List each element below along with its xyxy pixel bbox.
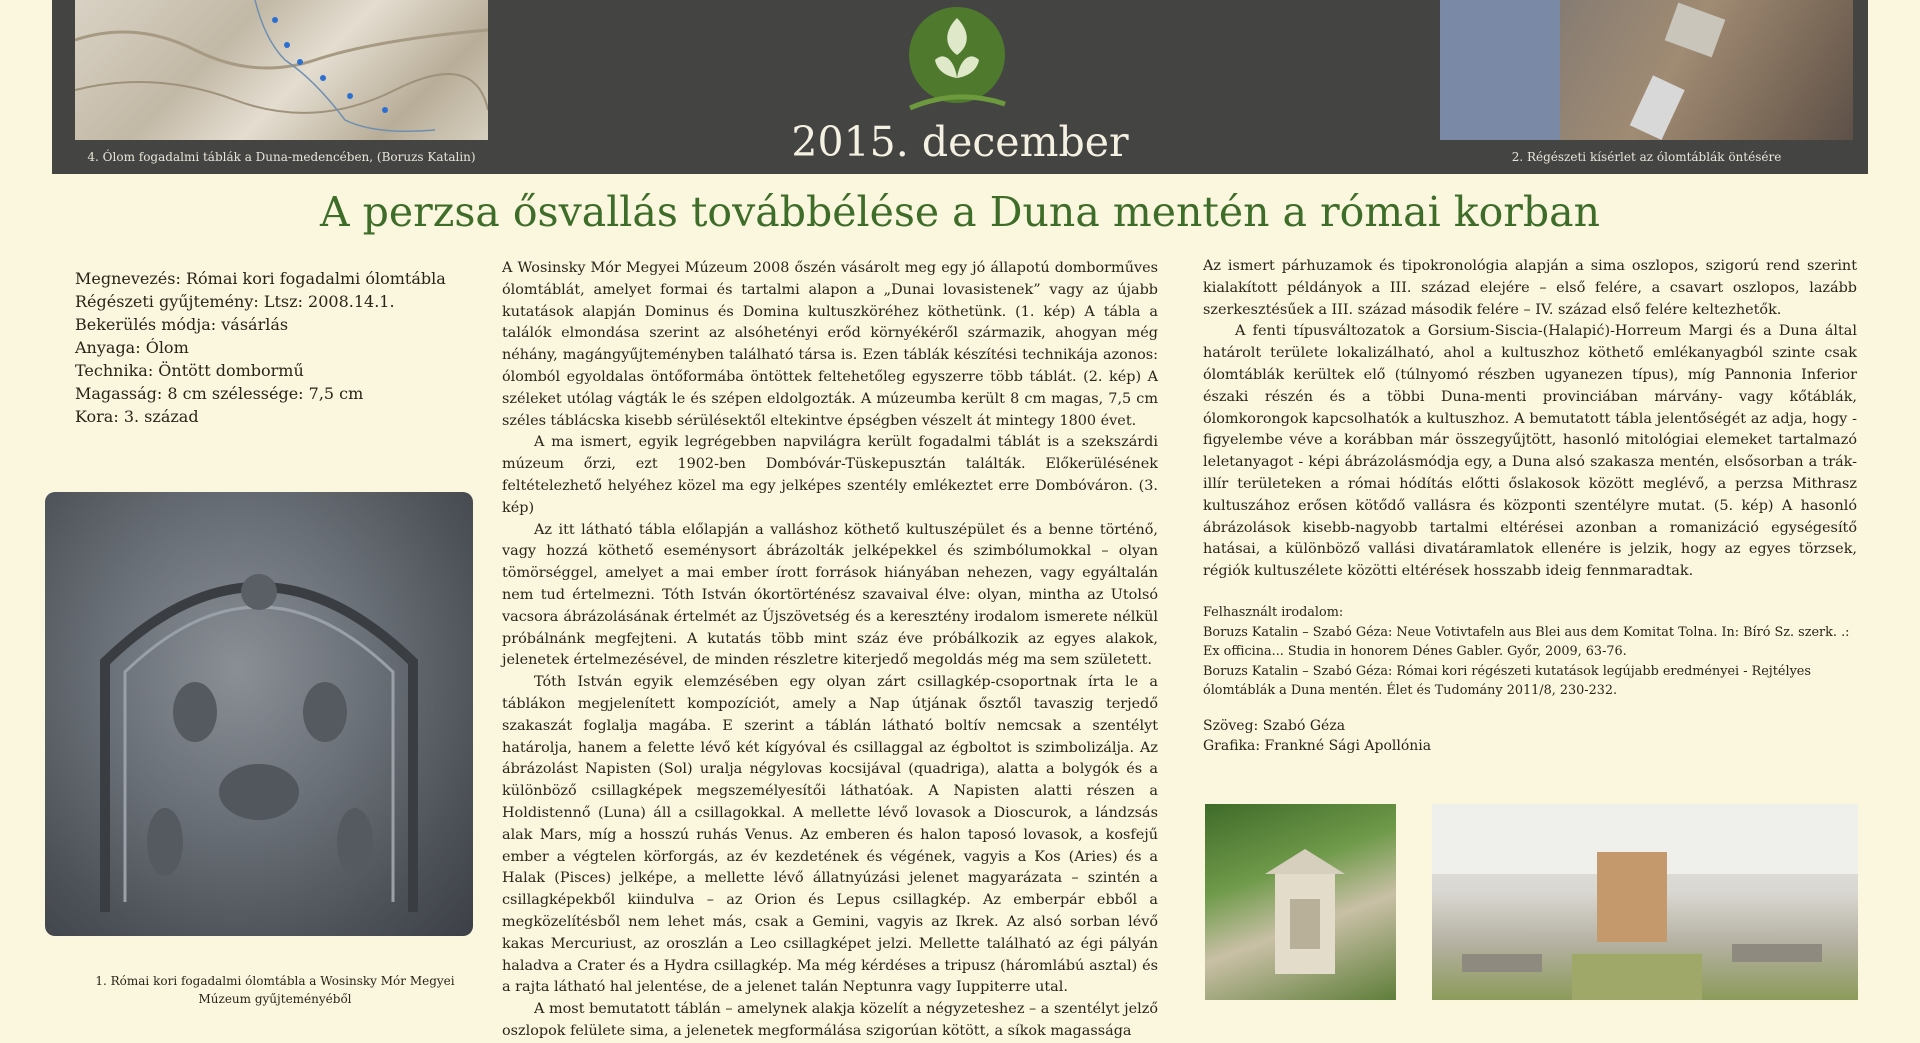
literature-heading: Felhasznált irodalom: [1203,605,1344,620]
altar-illustration [1205,804,1396,1000]
map-caption: 4. Ólom fogadalmi táblák a Duna-medencében, (Boruzs Katalin) [87,150,476,164]
map-photo [75,0,488,140]
literature-item: Boruzs Katalin – Szabó Géza: Római kori régészeti kutatások legújabb eredményei - Rejtélyes ólomtáblák a Duna mentén. Élet és Tudomány 2011/8, 230-232. [1203,663,1811,698]
meta-collection: Régészeti gyűjtemény: Ltsz: 2008.14.1. [75,292,395,311]
excavation-illustration [1440,0,1853,140]
paragraph: A Wosinsky Mór Megyei Múzeum 2008 őszén vásárolt meg egy jó állapotú domborműves ólomtáblát, amelyet formai és tartalmi alapon a „Dunai lovasistenek” vagy az újabb kutatások alapján Dominus és Domina kultuszköréhez köthetünk. (1. kép) A tábla a találók elmondása szerint az alsóhetényi erőd környékéről származik, ahogyan még néhány, magángyűjteményben található társa is. Ezen táblák készítési technikája azonos: ólomból egyoldalas öntőformába öntöttek feltehetőleg egyszerre több táblát. (2. kép) A széleket utólag vágták le és szépen eldolgozták. A múzeumba került 8 cm magas, 7,5 cm széles táblácska kisebb sérülésektől eltekintve épségben vészelt át mintegy 1800 évet. [502,260,1158,429]
excavation-photo [1440,0,1853,140]
object-metadata [75,267,475,428]
text-credit: Szöveg: Szabó Géza [1203,718,1346,734]
literature-section [1203,603,1857,701]
article-body-middle [502,258,1158,1043]
meta-name: Megnevezés: Római kori fogadalmi ólomtábla [75,269,446,288]
meta-technique: Technika: Öntött dombormű [75,361,304,380]
excavation-caption: 2. Régészeti kísérlet az ólomtáblák öntésére [1511,150,1782,164]
graphics-credit: Grafika: Frankné Sági Apollónia [1203,738,1432,754]
paragraph: Az itt látható tábla előlapján a valláshoz köthető kultuszépület és a benne történő, vagy hozzá köthető eseménysort ábrázolták jelképekkel és szimbólumokkal – olyan tömörséggel, amelyet a mai ember írott források hiányában nehezen, vagy egyáltalán nem tud értelmezni. Tóth István ókortörténész szavaival élve: olyan, mintha az Utolsó vacsora ábrázolásának értelmét az Újszövetség és a keresztény irodalom ismerete nélkül próbálnánk megfejteni. A kutatás több mint száz éve próbálkozik az egyes alakok, jelenetek értelmezésével, de minden részletre kiterjedő megoldás még ma sem született. [502,521,1158,669]
literature-item: Boruzs Katalin – Szabó Géza: Neue Votivtafeln aus Blei aus dem Komitat Tolna. In: Bíró Sz. szerk. .: Ex officina... Studia in honorem Dénes Gabler. Győr, 2009, 63-76. [1203,624,1850,659]
map-illustration [75,0,488,140]
paragraph: Az ismert párhuzamok és tipokronológia alapján a sima oszlopos, szigorú rend szerint kialakított példányok a III. század elejére – első felére, a csavart oszlopos, lazább szerkesztésűek a III. század második felére – IV. század első felére keltezhetők. [1203,258,1857,318]
paragraph: Tóth István egyik elemzésében egy olyan zárt csillagkép-csoportnak írta le a táblákon megjelenített kompozíciót, amely a Nap útjának ősztől tavaszig terjedő szakaszát foglalja magába. E szerint a táblán látható boltív nemcsak a szentélyt határolja, hanem a felette lévő két kígyóval és csillaggal az égboltot is szimbolizálja. Az ábrázolást Napisten (Sol) uralja négylovas kocsijával (quadriga), alatta a bolygók és a különböző csillagképek megszemélyesítői láthatóak. A Napisten alatti részen a Holdistennő (Luna) áll a csillagokkal. A mellette lévő lovasok a Dioscurok, a lándzsás alak Mars, míg a hosszú ruhás Venus. Az emberen és halon taposó lovasok, a kosfejű ember a végtelen körforgás, az év kezdetének és végének, vagyis a Kos (Aries) és a Halak (Pisces) jelképe, a mellette lévő állatnyúzási jelenet magyarázata – szintén a csillagképekből kiindulva – az Orion és Lepus csillagkép. Az emberpár ebből a megközelítésből nem lehet más, csak a Gemini, vagyis az Ikrek. Az alsó sorban lévő kakas Mercuriust, az oroszlán a Leo csillagképet jelzi. Mellette található az égi pályán haladva a Crater és a Hydra csillagkép. Ma még kérdéses a tripusz (háromlábú asztal) és a rajta látható hal jelentése, de a jelenet talán Neptunra vagy Iuppiterre utal. [502,674,1158,996]
article-title: A perzsa ősvallás továbbélése a Duna mentén a római korban [320,188,1600,236]
credits [1203,716,1857,756]
paragraph: A most bemutatott táblán – amelynek alakja közelít a négyzeteshez – a szentélyt jelző oszlopok felülete sima, a jelenetek megformálása szigorúan kötött, a síkok magassága [502,1001,1158,1039]
altar-photo [1205,804,1396,1000]
meta-dimensions: Magasság: 8 cm szélessége: 7,5 cm [75,384,364,403]
museum-logo [895,0,1020,125]
paragraph: A fenti típusváltozatok a Gorsium-Siscia-(Halapić)-Horreum Margi és a Duna által határolt területe lokalizálható, ahol a kultuszhoz köthető emlékanyagból szinte csak ólomtáblák kerültek elő (túlnyomó részben ugyanezen típus), míg Pannonia Inferior északi részén és a többi Duna-menti provinciában márvány- vagy kőtáblák, ólomkorongok kapcsolhatók a kultuszhoz. A bemutatott tábla jelentőségét az adja, hogy - figyelembe véve a korábban már összegyűjtött, hasonló mitológiai elemeket tartalmazó leletanyagot - képi ábrázolásmódja egy, a Duna alsó szakasza mentén, elsősorban a trák-illír területeken a római hódítás előtti őslakosok között meglévő, a perzsa Mithrasz kultuszához erősen kötődő vallásra és központi szentélyre mutat. (5. kép) A hasonló ábrázolások kisebb-nagyobb tartalmi eltérései azonban a romanizáció egységesítő hatásai, a különböző vallási divatáramlatok ellenére is jelzik, hogy az egyes törzsek, régiók kultuszélete közötti eltérések hosszabb ideig fennmaradtak. [1203,323,1857,580]
shrine-hall-photo [1432,804,1858,1000]
tablet-caption: 1. Római kori fogadalmi ólomtábla a Wosinsky Mór Megyei Múzeum gyűjteményéből [95,974,455,1006]
issue-date: 2015. december [791,118,1129,166]
tablet-relief [45,492,473,936]
meta-acquisition: Bekerülés módja: vásárlás [75,315,289,334]
article-body-right [1203,256,1857,583]
shrine-hall-illustration [1432,804,1858,1000]
meta-age: Kora: 3. század [75,407,199,426]
lead-tablet-photo [45,492,473,936]
paragraph: A ma ismert, egyik legrégebben napvilágra került fogadalmi táblát is a szekszárdi múzeum őrzi, ezt 1902-ben Dombóvár-Tüskepusztán találták. Előkerülésének feltételezhető helyéhez közel ma egy jelképes szentély emlékeztet erre Dombóváron. (3. kép) [502,434,1158,516]
meta-material: Anyaga: Ólom [75,338,189,357]
